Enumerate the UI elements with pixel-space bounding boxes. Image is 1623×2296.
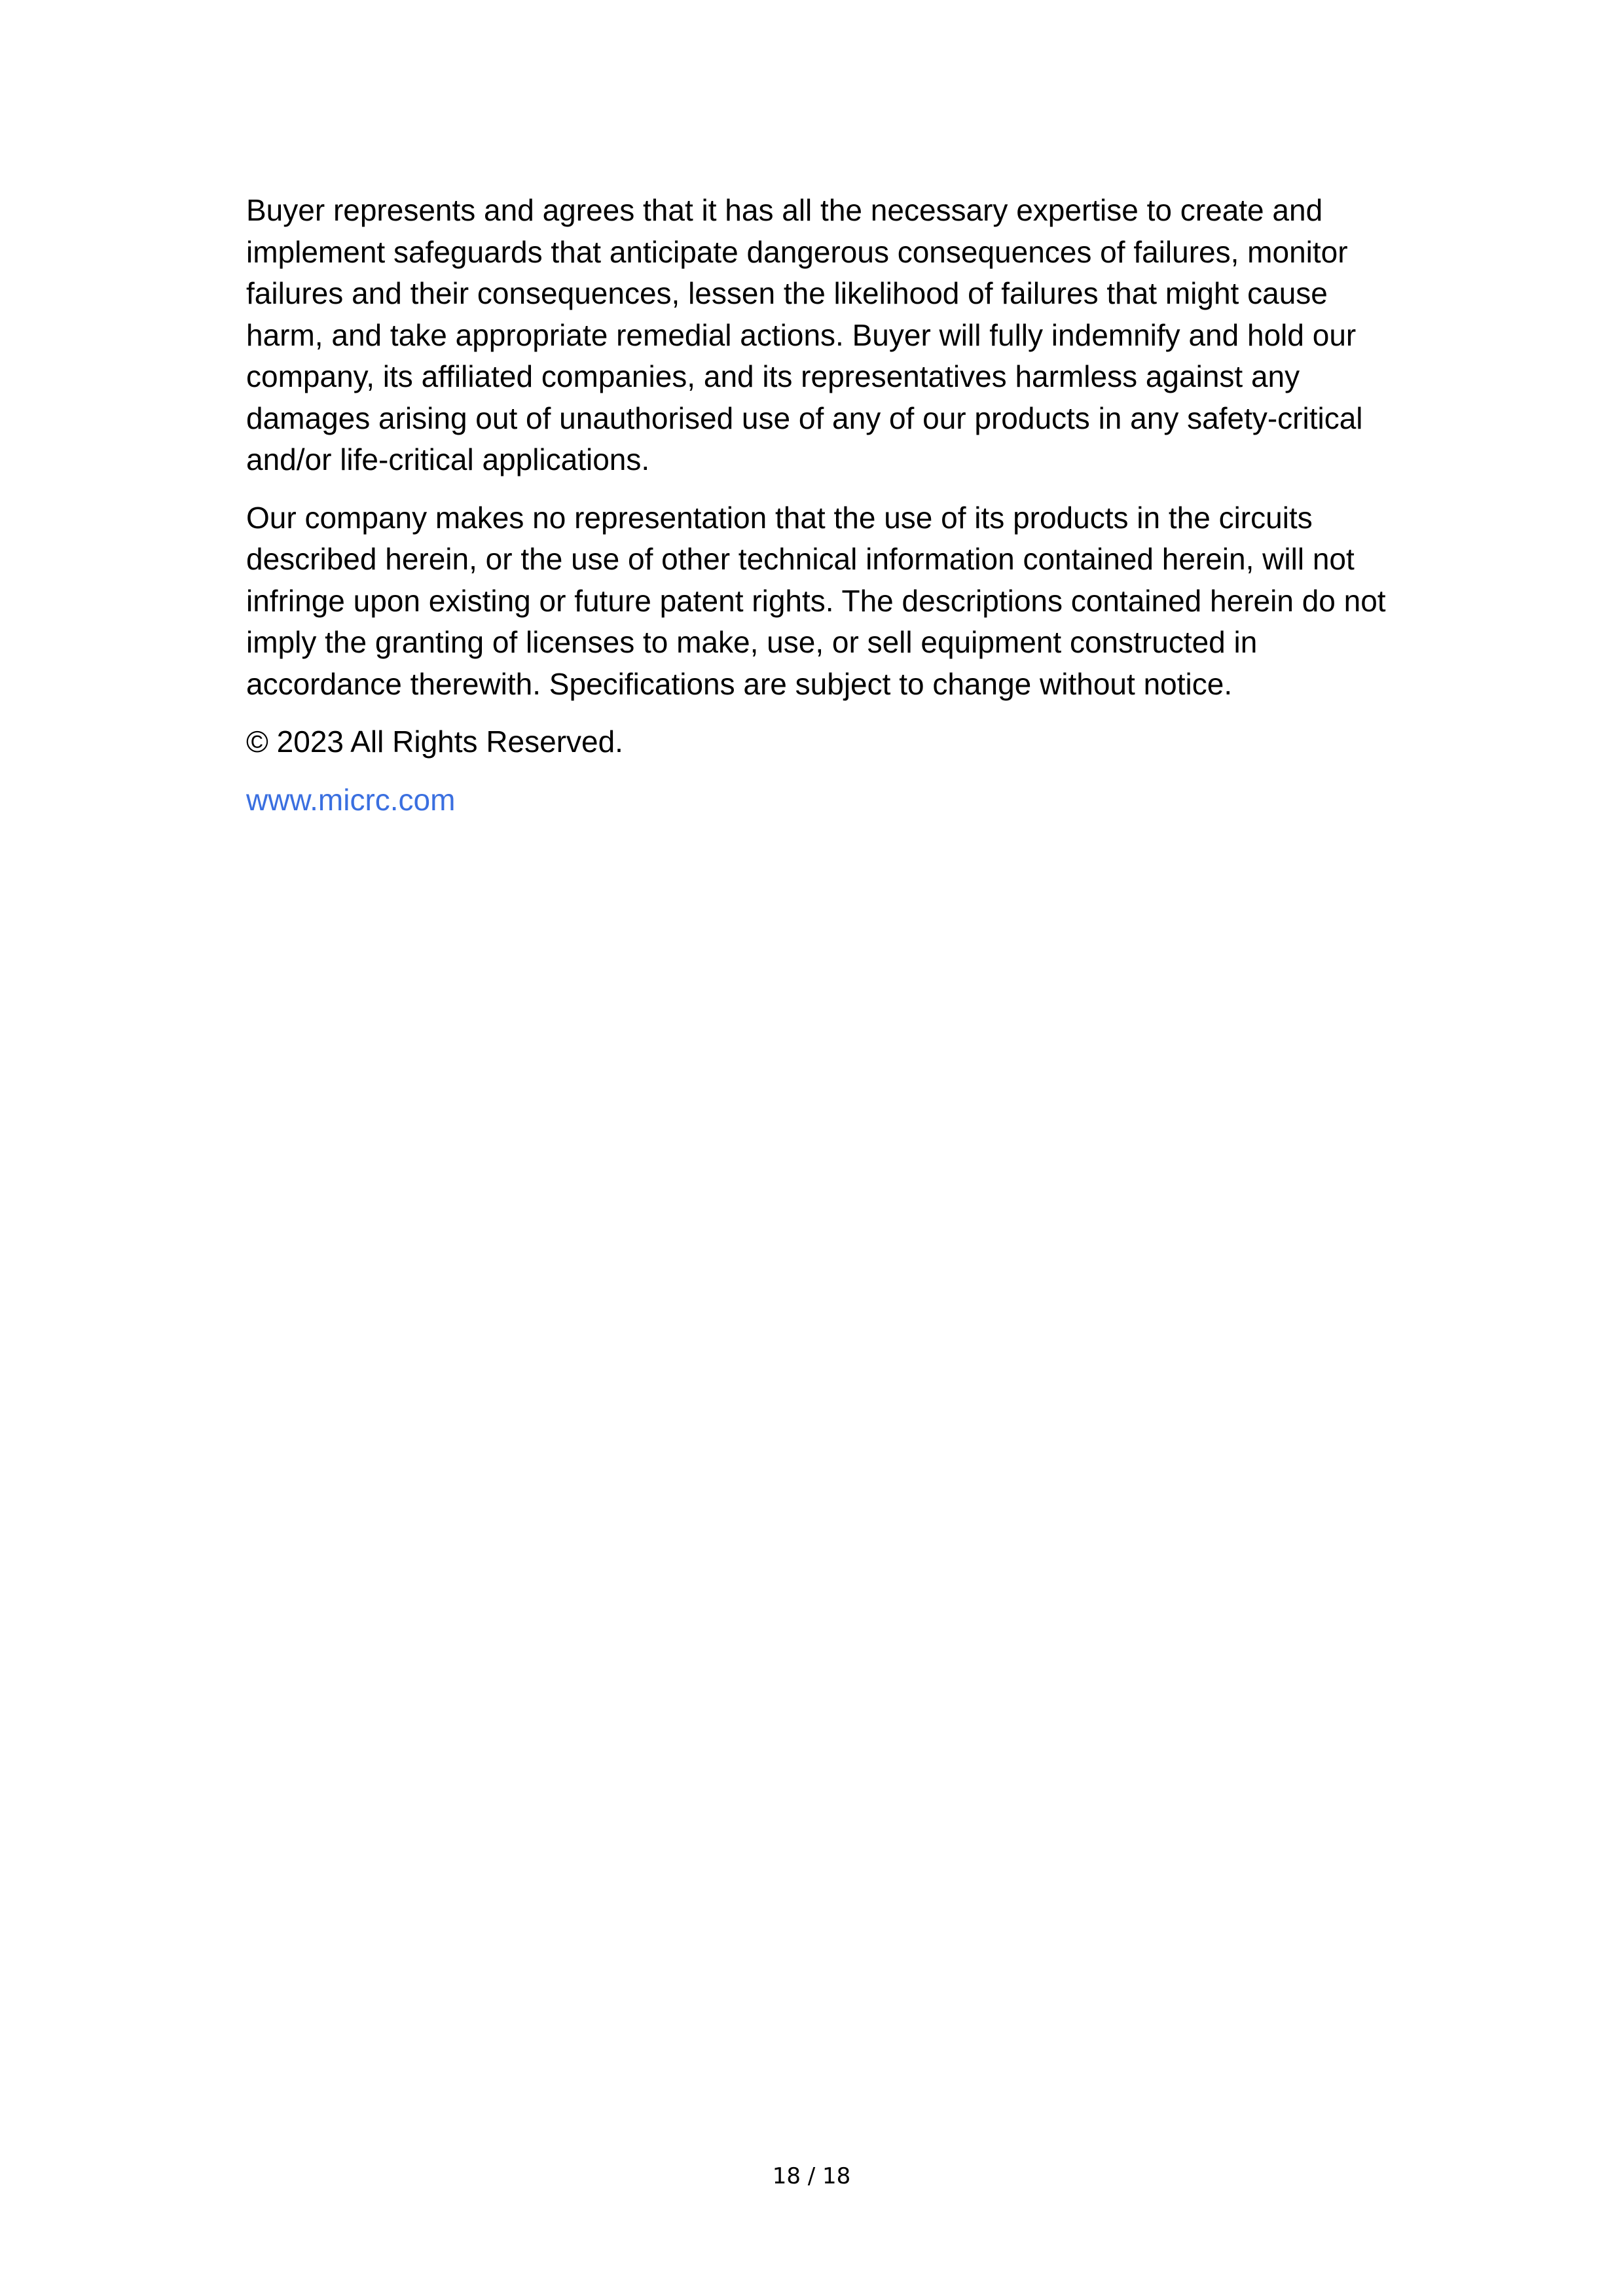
document-body [246, 190, 1398, 821]
disclaimer-paragraph-indemnity: Buyer represents and agrees that it has all the necessary expertise to create and implement safeguards that anticipate dangerous consequences of failures, monitor failures and their consequences, lessen the likelihood of failures that might cause harm, and take appropriate remedial actions. Buyer will fully indemnify and hold our company, its affiliated companies, and its representatives harmless against any damages arising out of unauthorised use of any of our products in any safety-critical and/or life-critical applications. [246, 193, 1363, 476]
disclaimer-paragraph-patents: Our company makes no representation that the use of its products in the circuits described herein, or the use of other technical information contained herein, will not infringe upon existing or future patent rights. The descriptions contained herein do not imply the granting of licenses to make, use, or sell equipment constructed in accordance therewith. Specifications are subject to change without notice. [246, 500, 1386, 701]
copyright-notice: © 2023 All Rights Reserved. [246, 725, 623, 759]
website-link[interactable]: www.micrc.com [246, 782, 456, 817]
page-number: 18 / 18 [772, 2163, 851, 2189]
